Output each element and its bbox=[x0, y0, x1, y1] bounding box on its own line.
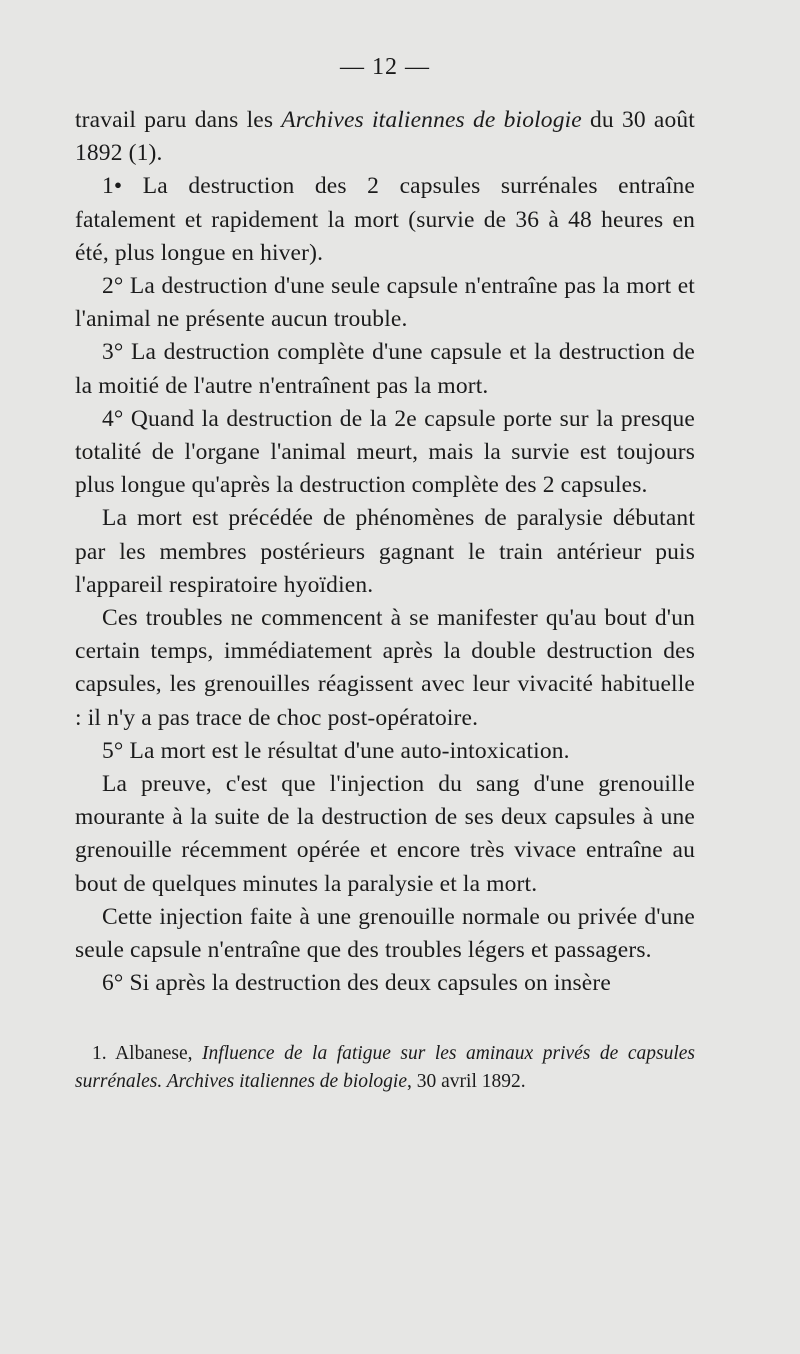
text-run: 6° Si après la destruction des deux capsules on insère bbox=[102, 970, 611, 997]
text-run: La mort est précédée de phénomènes de paralysie débutant par les membres postérieurs gagnant le train antérieur puis l'appareil respiratoire hyoïdien. bbox=[75, 505, 695, 598]
text-run: 5° La mort est le résultat d'une auto-intoxication. bbox=[102, 737, 570, 764]
text-run: du 30 août 1892 (1). bbox=[75, 107, 695, 167]
footnote bbox=[75, 1040, 695, 1096]
text-run: 3° La destruction complète d'une capsule et la destruction de la moitié de l'autre n'entraînent pas la mort. bbox=[75, 339, 695, 399]
text-run: 2° La destruction d'une seule capsule n'entraîne pas la mort et l'animal ne présente aucun trouble. bbox=[75, 273, 695, 333]
paragraph bbox=[75, 270, 695, 336]
paragraph bbox=[75, 403, 695, 503]
paragraph bbox=[75, 967, 695, 1000]
paragraph bbox=[75, 901, 695, 967]
footnote-text-italic: Influence de la fatigue sur les aminaux privés de capsules surrénales. Archives italiennes de biologie bbox=[75, 1043, 695, 1093]
text-run: La preuve, c'est que l'injection du sang d'une grenouille mourante à la suite de la destruction de ses deux capsules à une grenouille récemment opérée et encore très vivace entraîne au bout de quelques minutes la paralysie et la mort. bbox=[75, 771, 695, 897]
footnote-text: 1. Albanese, bbox=[92, 1043, 203, 1065]
footnotes bbox=[75, 1040, 695, 1096]
text-run: Ces troubles ne commencent à se manifester qu'au bout d'un certain temps, immédiatement après la double destruction des capsules, les grenouilles réagissent avec leur vivacité habituelle : il n'y a pas trace de choc post-opératoire. bbox=[75, 605, 695, 731]
text-run: Cette injection faite à une grenouille normale ou privée d'une seule capsule n'entraîne que des troubles légers et passagers. bbox=[75, 903, 695, 964]
paragraph bbox=[75, 602, 695, 735]
paragraph bbox=[75, 170, 695, 270]
text-run: 4° Quand la destruction de la 2e capsule porte sur la presque totalité de l'organe l'animal meurt, mais la survie est toujours plus longue qu'après la destruction complète des 2 capsules. bbox=[75, 405, 695, 499]
text-run: travail paru dans les bbox=[75, 107, 282, 133]
paragraph bbox=[75, 336, 695, 402]
paragraph bbox=[75, 768, 695, 901]
paragraph bbox=[75, 104, 695, 170]
body-text bbox=[75, 104, 695, 1000]
page-number: — 12 — bbox=[340, 54, 430, 80]
footnote-text: , 30 avril 1892. bbox=[407, 1071, 526, 1093]
paragraph bbox=[75, 735, 695, 768]
text-run: 1• La destruction des 2 capsules surrénales entraîne fatalement et rapidement la mort (survie de 36 à 48 heures en été, plus longue en hiver). bbox=[75, 173, 695, 266]
text-run-italic: Archives italiennes de biologie bbox=[281, 107, 582, 133]
paragraph bbox=[75, 502, 695, 602]
